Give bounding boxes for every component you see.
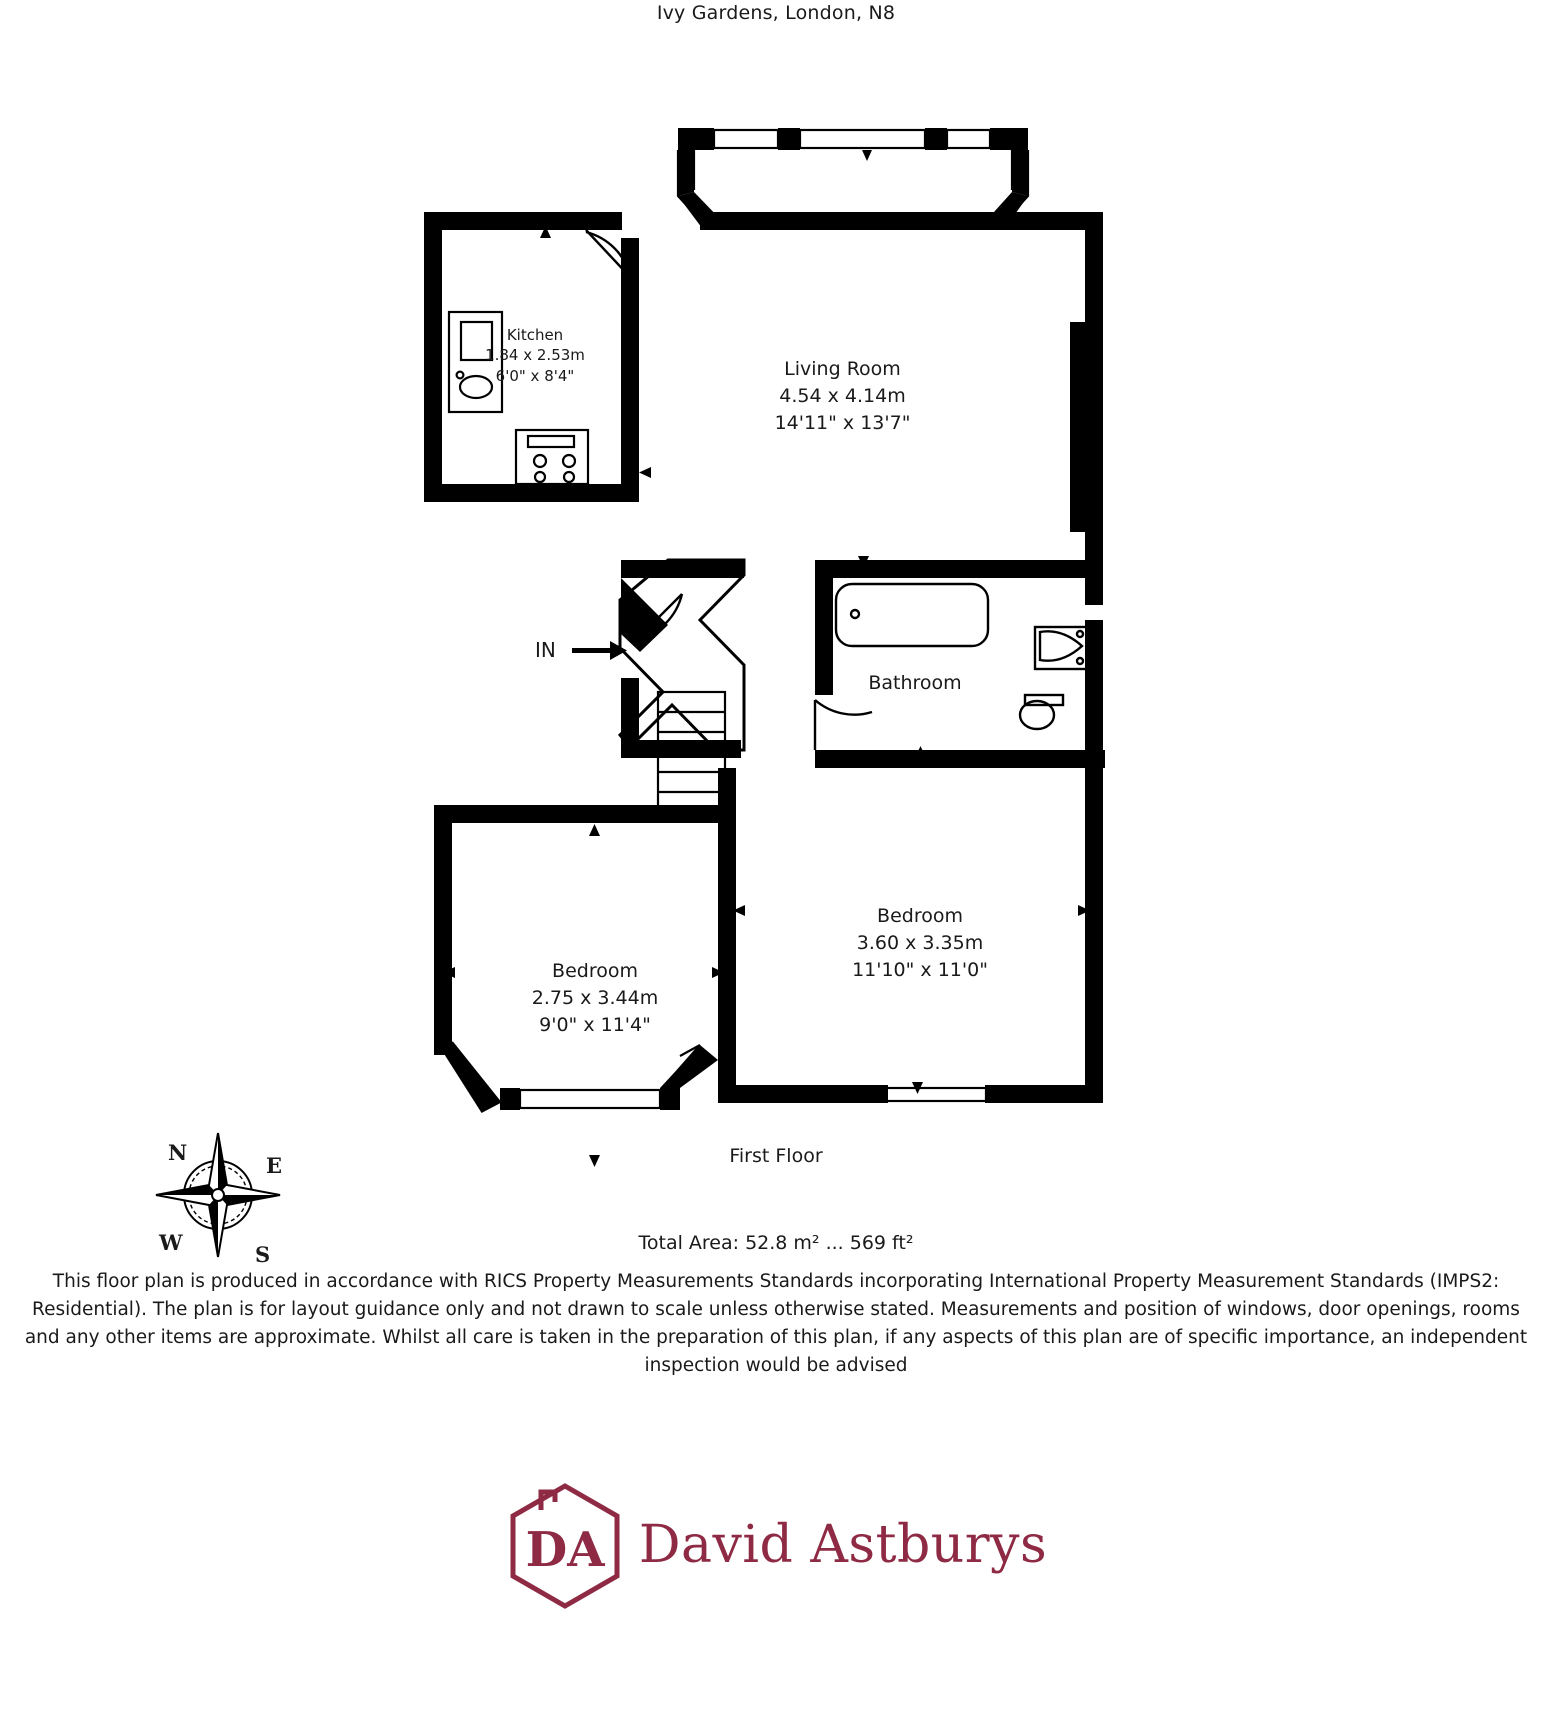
- total-area-label: Total Area: 52.8 m² ... 569 ft²: [638, 1232, 914, 1254]
- compass-east-label: E: [266, 1153, 283, 1178]
- room-metric-kitchen: 1.84 x 2.53m: [485, 346, 585, 365]
- room-name-kitchen: Kitchen: [506, 326, 564, 344]
- brand-monogram: DA: [525, 1522, 605, 1578]
- brand-logo: [0, 1470, 1552, 1620]
- room-imperial-living-room: 14'11" x 13'7": [774, 411, 911, 434]
- brand-name: David Astburys: [638, 1515, 1048, 1575]
- floor-label: First Floor: [729, 1145, 823, 1167]
- room-label-bedroom-main: [790, 903, 1050, 984]
- room-name-living-room: Living Room: [784, 358, 901, 380]
- compass-south-label: S: [255, 1242, 271, 1267]
- page-title: Ivy Gardens, London, N8: [656, 2, 896, 24]
- entrance-label: IN: [535, 638, 556, 662]
- room-name-bedroom-main: Bedroom: [877, 905, 963, 927]
- room-label-kitchen: [455, 325, 615, 386]
- room-name-bedroom-second: Bedroom: [552, 960, 638, 982]
- room-metric-living-room: 4.54 x 4.14m: [779, 384, 906, 407]
- compass-north-label: N: [168, 1140, 188, 1165]
- room-label-bathroom: [815, 670, 1015, 697]
- disclaimer-text: This floor plan is produced in accordance with RICS Property Measurements Standards incorporating International Property Measurement Standards (IMPS2: Residential). The plan is for layout guidance only and not drawn to scale unless otherwise stated. Measurements and position of windows, door openings, rooms and any other items are approximate. Whilst all care is taken in the preparation of this plan, if any aspects of this plan are of specific importance, an independent inspection would be advised: [24, 1271, 1528, 1377]
- room-label-living-room: [700, 356, 985, 437]
- room-imperial-bedroom-second: 9'0" x 11'4": [539, 1013, 651, 1036]
- room-name-bathroom: Bathroom: [868, 672, 962, 694]
- room-imperial-bedroom-main: 11'10" x 11'0": [852, 958, 988, 981]
- hexagon-house-icon: [505, 1480, 625, 1610]
- room-metric-bedroom-main: 3.60 x 3.35m: [856, 931, 984, 954]
- compass-west-label: W: [159, 1230, 183, 1255]
- room-metric-bedroom-second: 2.75 x 3.44m: [531, 986, 659, 1009]
- room-imperial-kitchen: 6'0" x 8'4": [495, 366, 575, 385]
- room-label-bedroom-second: [475, 958, 715, 1039]
